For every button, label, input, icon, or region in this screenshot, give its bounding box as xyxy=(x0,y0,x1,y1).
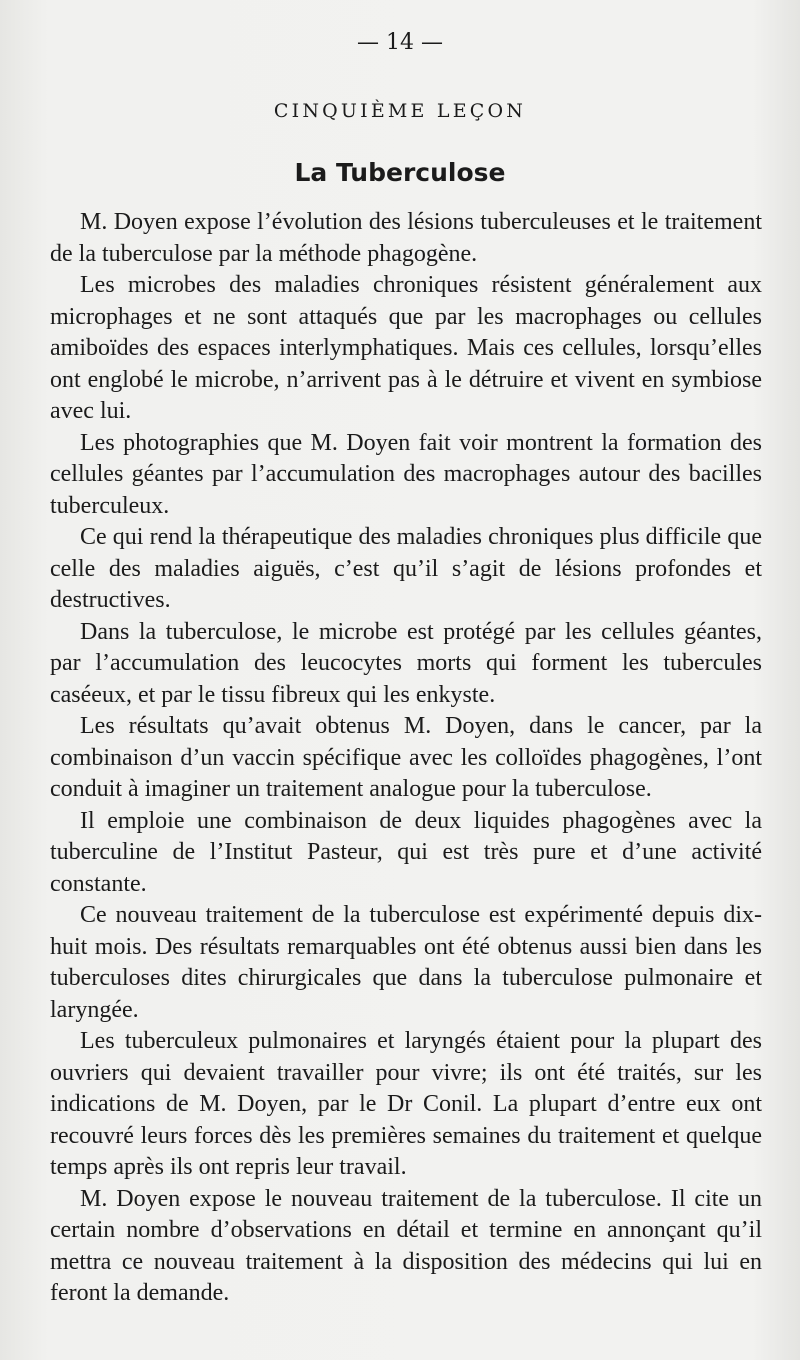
paragraph: Il emploie une combinaison de deux liquides phagogènes avec la tuberculine de l’Institut Pasteur, qui est très pure et d’une activité constante. xyxy=(50,807,762,897)
paragraph: Les résultats qu’avait obtenus M. Doyen, dans le cancer, par la combinaison d’un vaccin spécifique avec les colloïdes phagogènes, l’ont conduit à imaginer un traitement analogue pour la tuberculose. xyxy=(50,713,762,802)
paragraph: Dans la tuberculose, le microbe est protégé par les cellules géantes, par l’accumulation des leucocytes morts qui forment les tubercules caséeux, et par le tissu fibreux qui les enkyste. xyxy=(50,618,762,708)
paragraph: Les microbes des maladies chroniques résistent généralement aux microphages et ne sont attaqués que par les macrophages ou cellules amiboïdes des espaces interlymphatiques. Mais ces cellules, lorsqu’elles ont englobé le microbe, n’arrivent pas à le détruire et vivent en symbiose avec lui. xyxy=(50,272,762,424)
paragraph: Ce qui rend la thérapeutique des maladies chroniques plus difficile que celle des maladies aiguës, c’est qu’il s’agit de lésions profondes et destructives. xyxy=(50,524,762,613)
paragraph: Ce nouveau traitement de la tuberculose est expérimenté depuis dix-huit mois. Des résultats remarquables ont été obtenus aussi bien dans les tuberculoses dites chirurgicales que dans la tuberculose pulmonaire et laryngée. xyxy=(50,902,762,1023)
chapter-title: La Tuberculose xyxy=(294,158,506,187)
paragraph: Les photographies que M. Doyen fait voir montrent la formation des cellules géantes par l’accumulation des macrophages autour des bacilles tuberculeux. xyxy=(50,429,762,519)
paragraph: M. Doyen expose l’évolution des lésions tuberculeuses et le traitement de la tuberculose par la méthode phagogène. xyxy=(50,209,762,267)
paragraph: Les tuberculeux pulmonaires et laryngés étaient pour la plupart des ouvriers qui devaient travailler pour vivre; ils ont été traités, sur les indications de M. Doyen, par le Dr Conil. La plupart d’entre eux ont recouvré leurs forces dès les premières semaines du traitement et quelque temps après ils ont repris leur travail. xyxy=(50,1028,762,1180)
paragraph: M. Doyen expose le nouveau traitement de la tuberculose. Il cite un certain nombre d’observations en détail et termine en annonçant qu’il mettra ce nouveau traitement à la disposition des médecins qui lui en feront la demande. xyxy=(50,1185,762,1306)
page-number: — 14 — xyxy=(357,30,443,55)
lesson-heading: CINQUIÈME LEÇON xyxy=(273,100,527,122)
body-text xyxy=(50,207,762,1310)
